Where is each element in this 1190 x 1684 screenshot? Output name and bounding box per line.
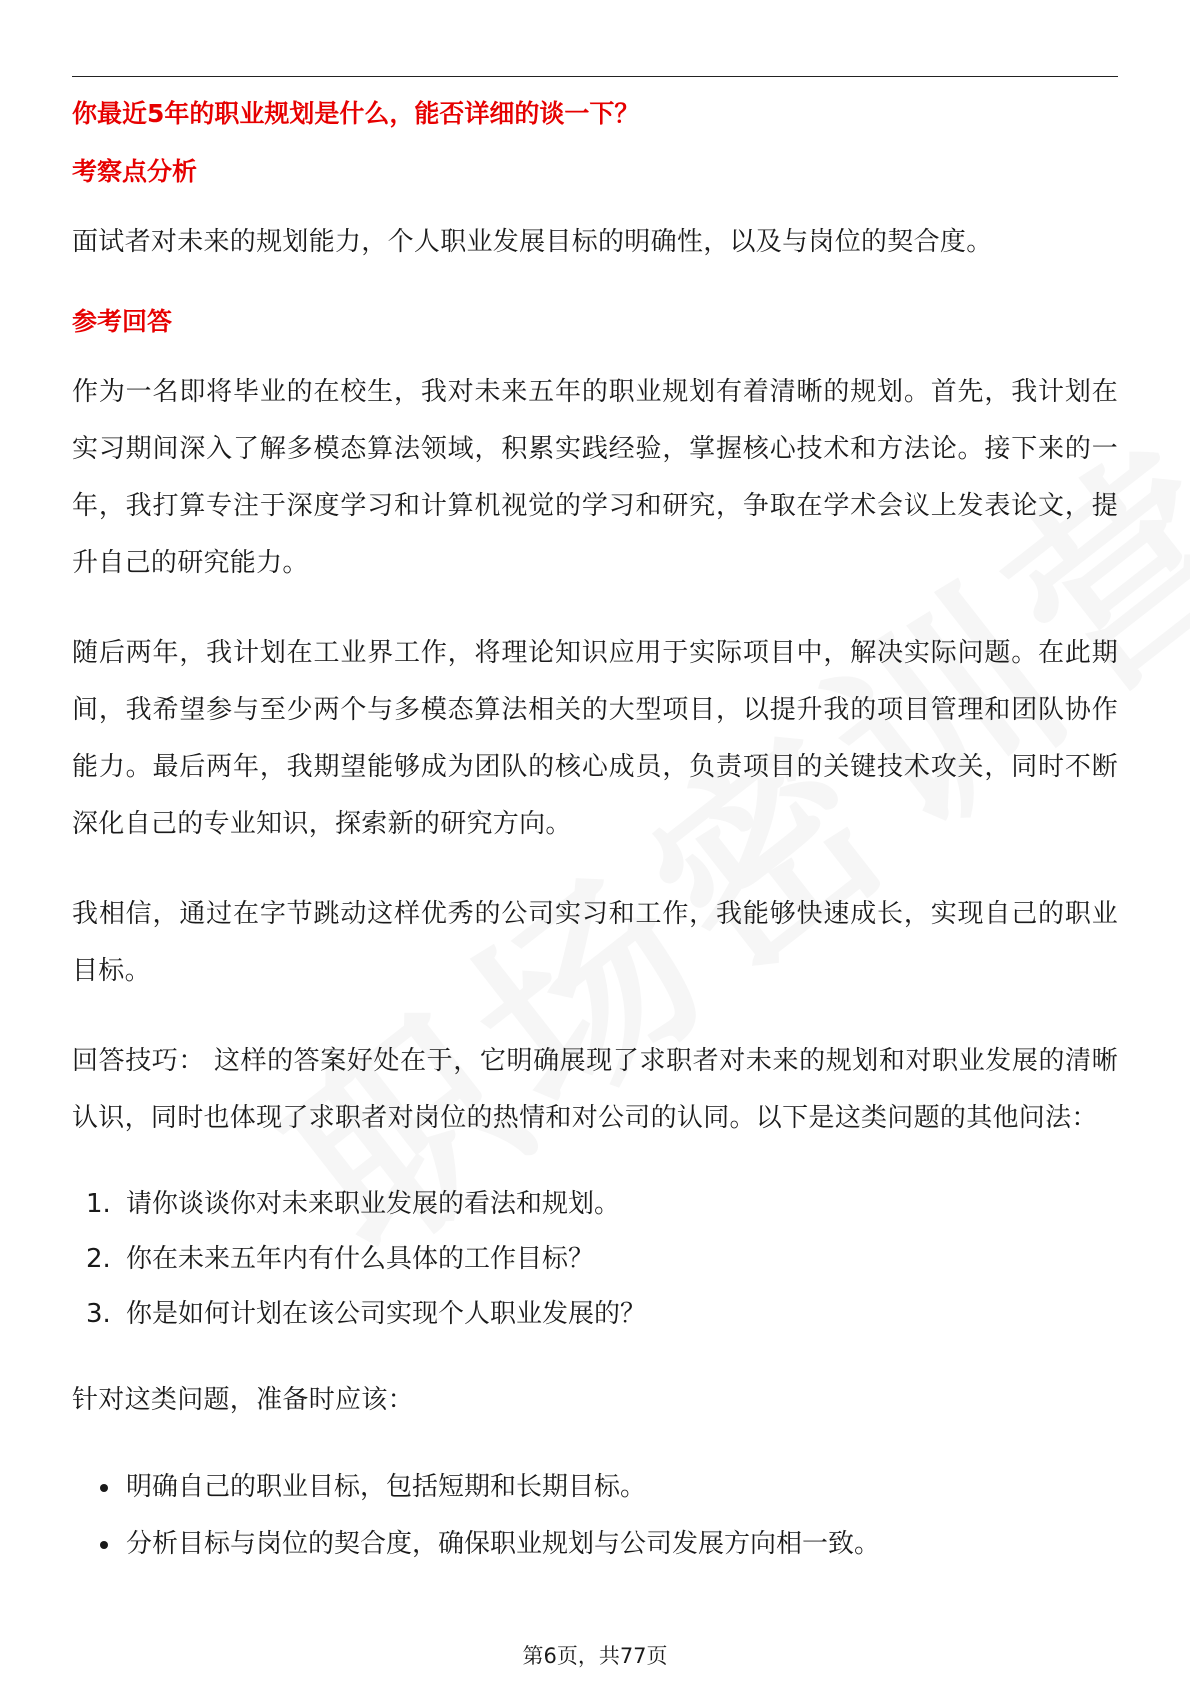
list-item-text: 明确自己的职业目标，包括短期和长期目标。 xyxy=(126,1472,647,1502)
list-item xyxy=(72,1232,1118,1287)
tips-paragraph: 回答技巧： 这样的答案好处在于，它明确展现了求职者对未来的规划和对职业发展的清晰认识，同时也体现了求职者对岗位的热情和对公司的认同。以下是这类问题的其他问法： xyxy=(72,1046,1118,1133)
list-item-text: 分析目标与岗位的契合度，确保职业规划与公司发展方向相一致。 xyxy=(126,1529,881,1559)
list-item xyxy=(72,1177,1118,1232)
page-footer: 第6页，共77页 xyxy=(522,1644,668,1668)
analysis-text: 面试者对未来的规划能力，个人职业发展目标的明确性，以及与岗位的契合度。 xyxy=(72,227,993,257)
list-item-text: 你在未来五年内有什么具体的工作目标？ xyxy=(126,1244,595,1274)
list-item-text: 你是如何计划在该公司实现个人职业发展的？ xyxy=(126,1299,647,1329)
answer-paragraph-3: 我相信，通过在字节跳动这样优秀的公司实习和工作，我能够快速成长，实现自己的职业目标。 xyxy=(72,899,1118,986)
list-item xyxy=(72,1516,1118,1573)
list-item xyxy=(72,1287,1118,1342)
analysis-heading: 考察点分析 xyxy=(72,157,198,186)
list-item-text: 请你谈谈你对未来职业发展的看法和规划。 xyxy=(126,1189,621,1219)
answer-paragraph-2: 随后两年，我计划在工业界工作，将理论知识应用于实际项目中，解决实际问题。在此期间，我希望参与至少两个与多模态算法相关的大型项目，以提升我的项目管理和团队协作能力。最后两年，我期望能够成为团队的核心成员，负责项目的关键技术攻关，同时不断深化自己的专业知识，探索新的研究方向。 xyxy=(72,638,1118,839)
bullet-icon xyxy=(100,1484,108,1492)
list-number: 2. xyxy=(86,1244,111,1274)
prep-intro: 针对这类问题，准备时应该： xyxy=(72,1385,414,1415)
question-title: 你最近5年的职业规划是什么，能否详细的谈一下？ xyxy=(72,99,640,128)
answer-paragraph-1: 作为一名即将毕业的在校生，我对未来五年的职业规划有着清晰的规划。首先，我计划在实习期间深入了解多模态算法领域，积累实践经验，掌握核心技术和方法论。接下来的一年，我打算专注于深度学习和计算机视觉的学习和研究，争取在学术会议上发表论文，提升自己的研究能力。 xyxy=(72,377,1118,578)
list-item xyxy=(72,1459,1118,1516)
prep-points-list xyxy=(72,1459,1118,1573)
list-number: 1. xyxy=(86,1189,111,1219)
header-divider xyxy=(72,76,1118,77)
alt-questions-list xyxy=(72,1177,1118,1342)
list-number: 3. xyxy=(86,1299,111,1329)
page-content xyxy=(72,96,1118,1573)
answer-heading: 参考回答 xyxy=(72,307,173,336)
bullet-icon xyxy=(100,1541,108,1549)
